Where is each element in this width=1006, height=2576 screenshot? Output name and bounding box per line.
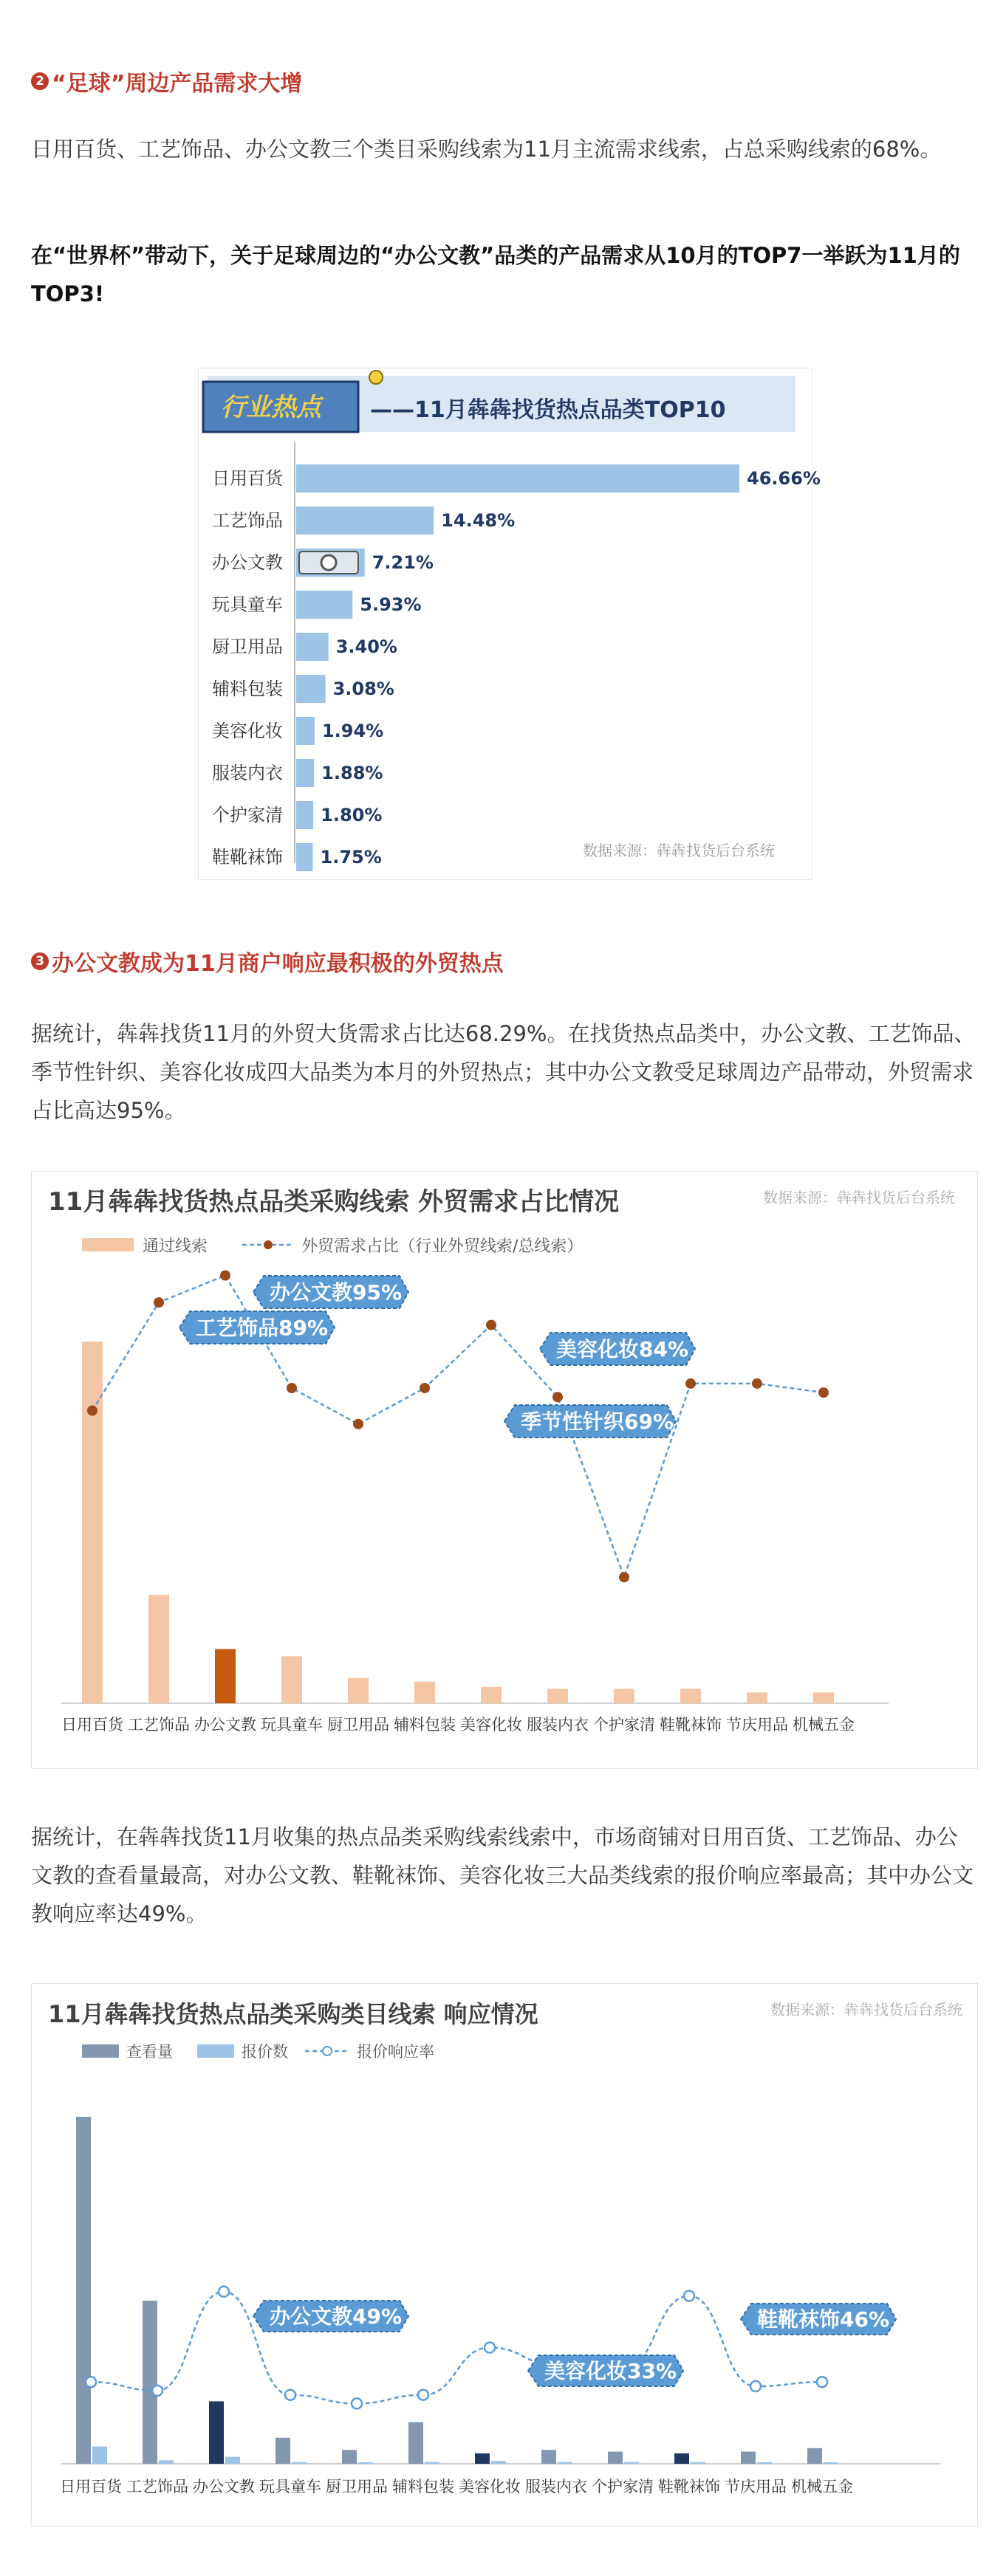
bar [296, 801, 313, 829]
bar [481, 1687, 502, 1703]
bar [547, 1689, 568, 1703]
ratio-marker [685, 1378, 696, 1389]
source-note: 数据来源：犇犇找货后台系统 [763, 1189, 955, 1206]
quotes-bar [624, 2462, 639, 2464]
bar [296, 506, 434, 535]
ratio-marker [752, 1378, 762, 1389]
category-label: 鞋靴袜饰 [660, 1716, 722, 1734]
source-note: 数据来源：犇犇找货后台系统 [770, 2001, 962, 2019]
bar [614, 1689, 634, 1703]
legend-bar-swatch [82, 1238, 134, 1251]
section-number-badge: 2 [31, 72, 49, 90]
section-2-title: “足球”周边产品需求大增 [52, 71, 303, 97]
bar [82, 1342, 103, 1703]
ratio-marker [486, 1320, 496, 1330]
views-bar [342, 2450, 357, 2464]
bar [215, 1649, 236, 1704]
category-label: 辅料包装 [212, 679, 283, 699]
bar [747, 1692, 767, 1703]
views-bar [807, 2448, 822, 2464]
category-label: 服装内衣 [525, 2478, 587, 2496]
legend-quotes-label: 报价数 [242, 2043, 288, 2061]
quotes-bar [491, 2461, 506, 2464]
views-bar [475, 2453, 490, 2464]
category-label: 工艺饰品 [212, 510, 283, 531]
callout-beauty-label: 美容化妆33% [544, 2359, 677, 2383]
callout-beauty-label: 美容化妆84% [556, 1337, 689, 1361]
category-label: 办公文教 [193, 2478, 255, 2496]
bar [296, 843, 313, 871]
rate-marker [285, 2390, 295, 2400]
category-label: 厨卫用品 [212, 636, 283, 657]
rate-marker [750, 2381, 761, 2391]
quotes-bar [159, 2460, 174, 2464]
category-label: 日用百货 [61, 1716, 123, 1734]
category-label: 服装内衣 [212, 763, 283, 783]
quotes-bar [824, 2462, 838, 2464]
section-3-paragraph-2: 据统计，在犇犇找货11月收集的热点品类采购线索线索中，市场商铺对日用百货、工艺饰品、办公文教的查看量最高，对办公文教、鞋靴袜饰、美容化妆三大品类线索的报价响应率最高；其中办公文教响应率达49%。 [31, 1824, 974, 1926]
bar [296, 675, 326, 703]
value-label: 46.66% [747, 468, 821, 489]
category-label: 辅料包装 [392, 2478, 454, 2496]
bar [148, 1595, 169, 1703]
legend-bar-label: 通过线索 [143, 1237, 208, 1256]
category-label: 个护家清 [593, 1716, 655, 1734]
value-label: 1.80% [321, 805, 383, 825]
views-bar [541, 2450, 556, 2464]
top10-chart-card [198, 368, 821, 880]
rate-marker [152, 2386, 162, 2396]
section-2-paragraph: 日用百货、工艺饰品、办公文教三个类目采购线索为11月主流需求线索，占总采购线索的68%。 [31, 137, 942, 162]
section-3-paragraph-1: 据统计，犇犇找货11月的外贸大货需求占比达68.29%。在找货热点品类中，办公文教、工艺饰品、季节性针织、美容化妆成四大品类为本月的外贸热点；其中办公文教受足球周边产品带动，外贸需求占比高达95%。 [31, 1021, 976, 1123]
value-label: 14.48% [441, 510, 516, 531]
rate-marker [684, 2291, 694, 2301]
callout-crafts-label: 工艺饰品89% [196, 1316, 329, 1340]
foreign-trade-combo-chart [32, 1172, 977, 1768]
value-label: 3.40% [335, 636, 397, 657]
callout-office-label: 办公文教95% [270, 1280, 403, 1305]
views-bar [209, 2401, 224, 2464]
category-label: 辅料包装 [394, 1716, 456, 1734]
top10-bar-chart [199, 368, 821, 879]
rate-marker [219, 2287, 229, 2297]
camera-lens-icon [321, 555, 336, 570]
ratio-marker [818, 1387, 829, 1398]
category-label: 美容化妆 [212, 721, 283, 741]
value-label: 7.21% [372, 552, 434, 573]
value-label: 5.93% [360, 594, 422, 615]
category-label: 节庆用品 [726, 1716, 788, 1734]
category-label: 工艺饰品 [128, 1716, 190, 1734]
quotes-bar [358, 2462, 373, 2464]
bar [348, 1678, 369, 1703]
quotes-bar [292, 2462, 307, 2464]
rate-marker [86, 2377, 96, 2387]
category-label: 美容化妆 [459, 2478, 521, 2496]
category-label: 服装内衣 [527, 1716, 589, 1734]
ratio-marker [287, 1383, 297, 1393]
source-note: 数据来源：犇犇找货后台系统 [583, 842, 775, 859]
views-bar [741, 2452, 756, 2464]
category-label: 玩具童车 [259, 2478, 321, 2496]
rate-marker [817, 2377, 827, 2387]
legend-views-label: 查看量 [126, 2043, 173, 2061]
legend-views-swatch [82, 2044, 119, 2058]
rate-marker [485, 2343, 495, 2353]
category-label: 鞋靴袜饰 [658, 2478, 720, 2496]
rate-line [91, 2292, 822, 2404]
legend-rate-label: 报价响应率 [357, 2043, 434, 2061]
views-bar [408, 2422, 423, 2464]
bar [296, 591, 352, 619]
section-number-badge: 3 [31, 952, 49, 970]
value-label: 1.75% [320, 847, 382, 868]
category-label: 厨卫用品 [326, 2478, 388, 2496]
chart-title: ——11月犇犇找货热点品类TOP10 [370, 397, 726, 423]
category-label: 日用百货 [212, 468, 283, 489]
ratio-marker [420, 1383, 430, 1393]
views-bar [608, 2452, 623, 2464]
foreign-trade-chart-card [31, 1171, 978, 1769]
bar [296, 717, 315, 745]
legend-rate-marker [323, 2047, 332, 2055]
ratio-marker [552, 1392, 563, 1402]
callout-office-label: 办公文教49% [270, 2304, 403, 2329]
legend-line-label: 外贸需求占比（行业外贸线索/总线索） [301, 1237, 584, 1256]
ratio-marker [353, 1419, 363, 1429]
bar [296, 759, 314, 787]
bar [813, 1692, 834, 1703]
ratio-marker [220, 1271, 230, 1281]
legend-line-marker [264, 1240, 273, 1249]
response-combo-chart [32, 1984, 977, 2526]
category-label: 个护家清 [592, 2478, 654, 2496]
bar [414, 1682, 435, 1703]
quotes-bar [92, 2447, 107, 2465]
category-label: 玩具童车 [261, 1716, 323, 1734]
quotes-bar [225, 2457, 240, 2464]
rate-marker [418, 2390, 428, 2400]
section-3-heading [31, 945, 504, 978]
chart-title: 11月犇犇找货热点品类采购类目线索 响应情况 [48, 2000, 538, 2028]
bar [281, 1656, 302, 1703]
category-label: 个护家清 [212, 805, 283, 825]
category-label: 美容化妆 [460, 1716, 522, 1734]
ratio-marker [154, 1297, 164, 1308]
badge-pin-icon [369, 371, 383, 384]
category-label: 办公文教 [194, 1716, 256, 1734]
bar [296, 464, 739, 492]
ratio-marker [87, 1406, 97, 1416]
bar [680, 1689, 701, 1703]
bar [296, 633, 329, 661]
category-label: 机械五金 [793, 1716, 855, 1734]
value-label: 3.08% [332, 679, 394, 699]
category-label: 工艺饰品 [126, 2478, 188, 2496]
quotes-bar [558, 2462, 572, 2464]
category-label: 办公文教 [212, 552, 283, 573]
views-bar [276, 2438, 290, 2464]
chart-title: 11月犇犇找货热点品类采购线索 外贸需求占比情况 [48, 1187, 620, 1217]
quotes-bar [691, 2462, 705, 2464]
callout-knitwear-label: 季节性针织69% [521, 1409, 674, 1434]
section-3-title: 办公文教成为11月商户响应最积极的外贸热点 [52, 951, 504, 977]
category-label: 鞋靴袜饰 [212, 847, 283, 868]
quotes-bar [757, 2462, 772, 2464]
ratio-marker [619, 1572, 629, 1582]
category-label: 厨卫用品 [327, 1716, 389, 1734]
callout-shoes-label: 鞋靴袜饰46% [757, 2307, 890, 2332]
category-label: 机械五金 [791, 2478, 853, 2496]
value-label: 1.88% [321, 763, 383, 783]
views-bar [76, 2117, 91, 2464]
views-bar [674, 2453, 689, 2464]
badge-label: 行业热点 [221, 393, 321, 422]
quotes-bar [425, 2462, 439, 2464]
rate-marker [352, 2398, 362, 2408]
views-bar [143, 2301, 157, 2464]
category-label: 日用百货 [60, 2478, 122, 2496]
section-2-heading [31, 65, 302, 97]
section-2-bold-paragraph: 在“世界杯”带动下，关于足球周边的“办公文教”品类的产品需求从10月的TOP7一举跃为11月的TOP3! [31, 243, 960, 306]
category-label: 玩具童车 [212, 594, 283, 615]
category-label: 节庆用品 [725, 2478, 787, 2496]
response-chart-card [31, 1983, 978, 2527]
legend-quotes-swatch [197, 2044, 234, 2058]
value-label: 1.94% [321, 721, 384, 741]
